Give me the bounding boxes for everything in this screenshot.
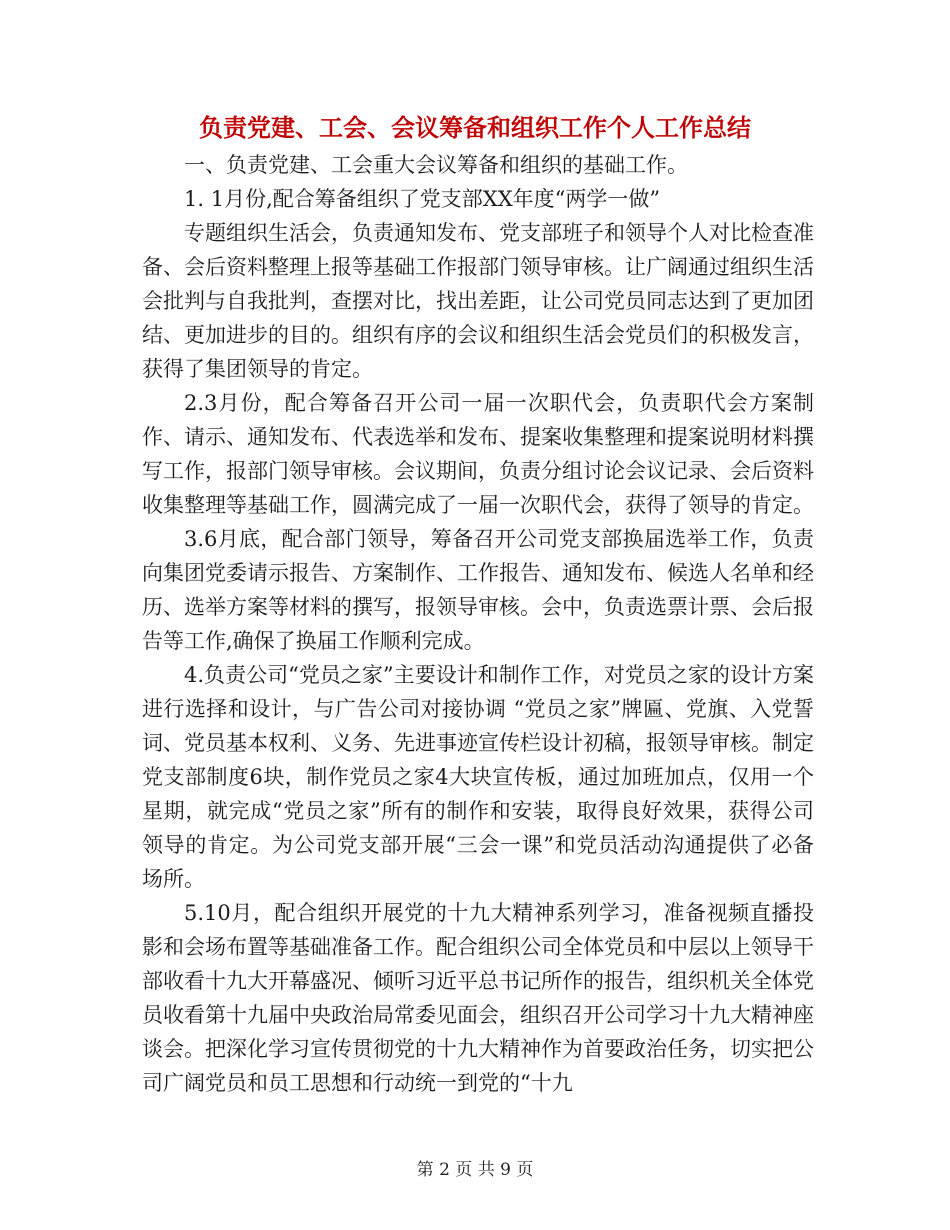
document-title: 负责党建、工会、会议筹备和组织工作个人工作总结 bbox=[199, 114, 751, 142]
paragraph-5: 5.10月，配合组织开展党的十九大精神系列学习，准备视频直播投影和会场布置等基础准备工作。配合组织公司全体党员和中层以上领导干部收看十九大开幕盛况、倾听习近平总书记所作的报告，组织机关全体党员收看第十九届中央政治局常委见面会，组织召开公司学习十九大精神座谈会。把深化学习宣传贯彻党的十九大精神作为首要政治任务，切实把公司广阔党员和员工思想和行动统一到党的“十九 bbox=[142, 901, 814, 1095]
section-heading: 一、负责党建、工会重大会议筹备和组织的基础工作。 bbox=[184, 153, 688, 177]
paragraph-1-body: 专题组织生活会，负责通知发布、党支部班子和领导个人对比检查准备、会后资料整理上报等基础工作报部门领导审核。让广阔通过组织生活会批判与自我批判，查摆对比，找出差距，让公司党员同志达到了更加团结、更加进步的目的。组织有序的会议和组织生活会党员们的积极发言，获得了集团领导的肯定。 bbox=[142, 221, 814, 381]
paragraph-3: 3.6月底，配合部门领导，筹备召开公司党支部换届选举工作，负责向集团党委请示报告、方案制作、工作报告、通知发布、候选人名单和经历、选举方案等材料的撰写，报领导审核。会中，负责选票计票、会后报告等工作,确保了换届工作顺利完成。 bbox=[142, 527, 814, 653]
document-body bbox=[142, 148, 814, 1100]
paragraph-2: 2.3月份，配合筹备召开公司一届一次职代会，负责职代会方案制作、请示、通知发布、代表选举和发布、提案收集整理和提案说明材料撰写工作，报部门领导审核。会议期间，负责分组讨论会议记录、会后资料收集整理等基础工作，圆满完成了一届一次职代会，获得了领导的肯定。 bbox=[142, 391, 814, 517]
paragraph-4: 4.负责公司“党员之家”主要设计和制作工作，对党员之家的设计方案进行选择和设计，与广告公司对接协调 “党员之家”牌匾、党旗、入党誓词、党员基本权利、义务、先进事迹宣传栏设计初稿，报领导审核。制定党支部制度6块，制作党员之家4大块宣传板，通过加班加点，仅用一个星期，就完成“党员之家”所有的制作和安装，取得良好效果，获得公司领导的肯定。为公司党支部开展“三会一课”和党员活动沟通提供了必备场所。 bbox=[142, 663, 814, 891]
page-number-footer: 第 2 页 共 9 页 bbox=[416, 1160, 534, 1180]
paragraph-1-heading: 1. 1月份,配合筹备组织了党支部XX年度“两学一做” bbox=[184, 187, 661, 211]
